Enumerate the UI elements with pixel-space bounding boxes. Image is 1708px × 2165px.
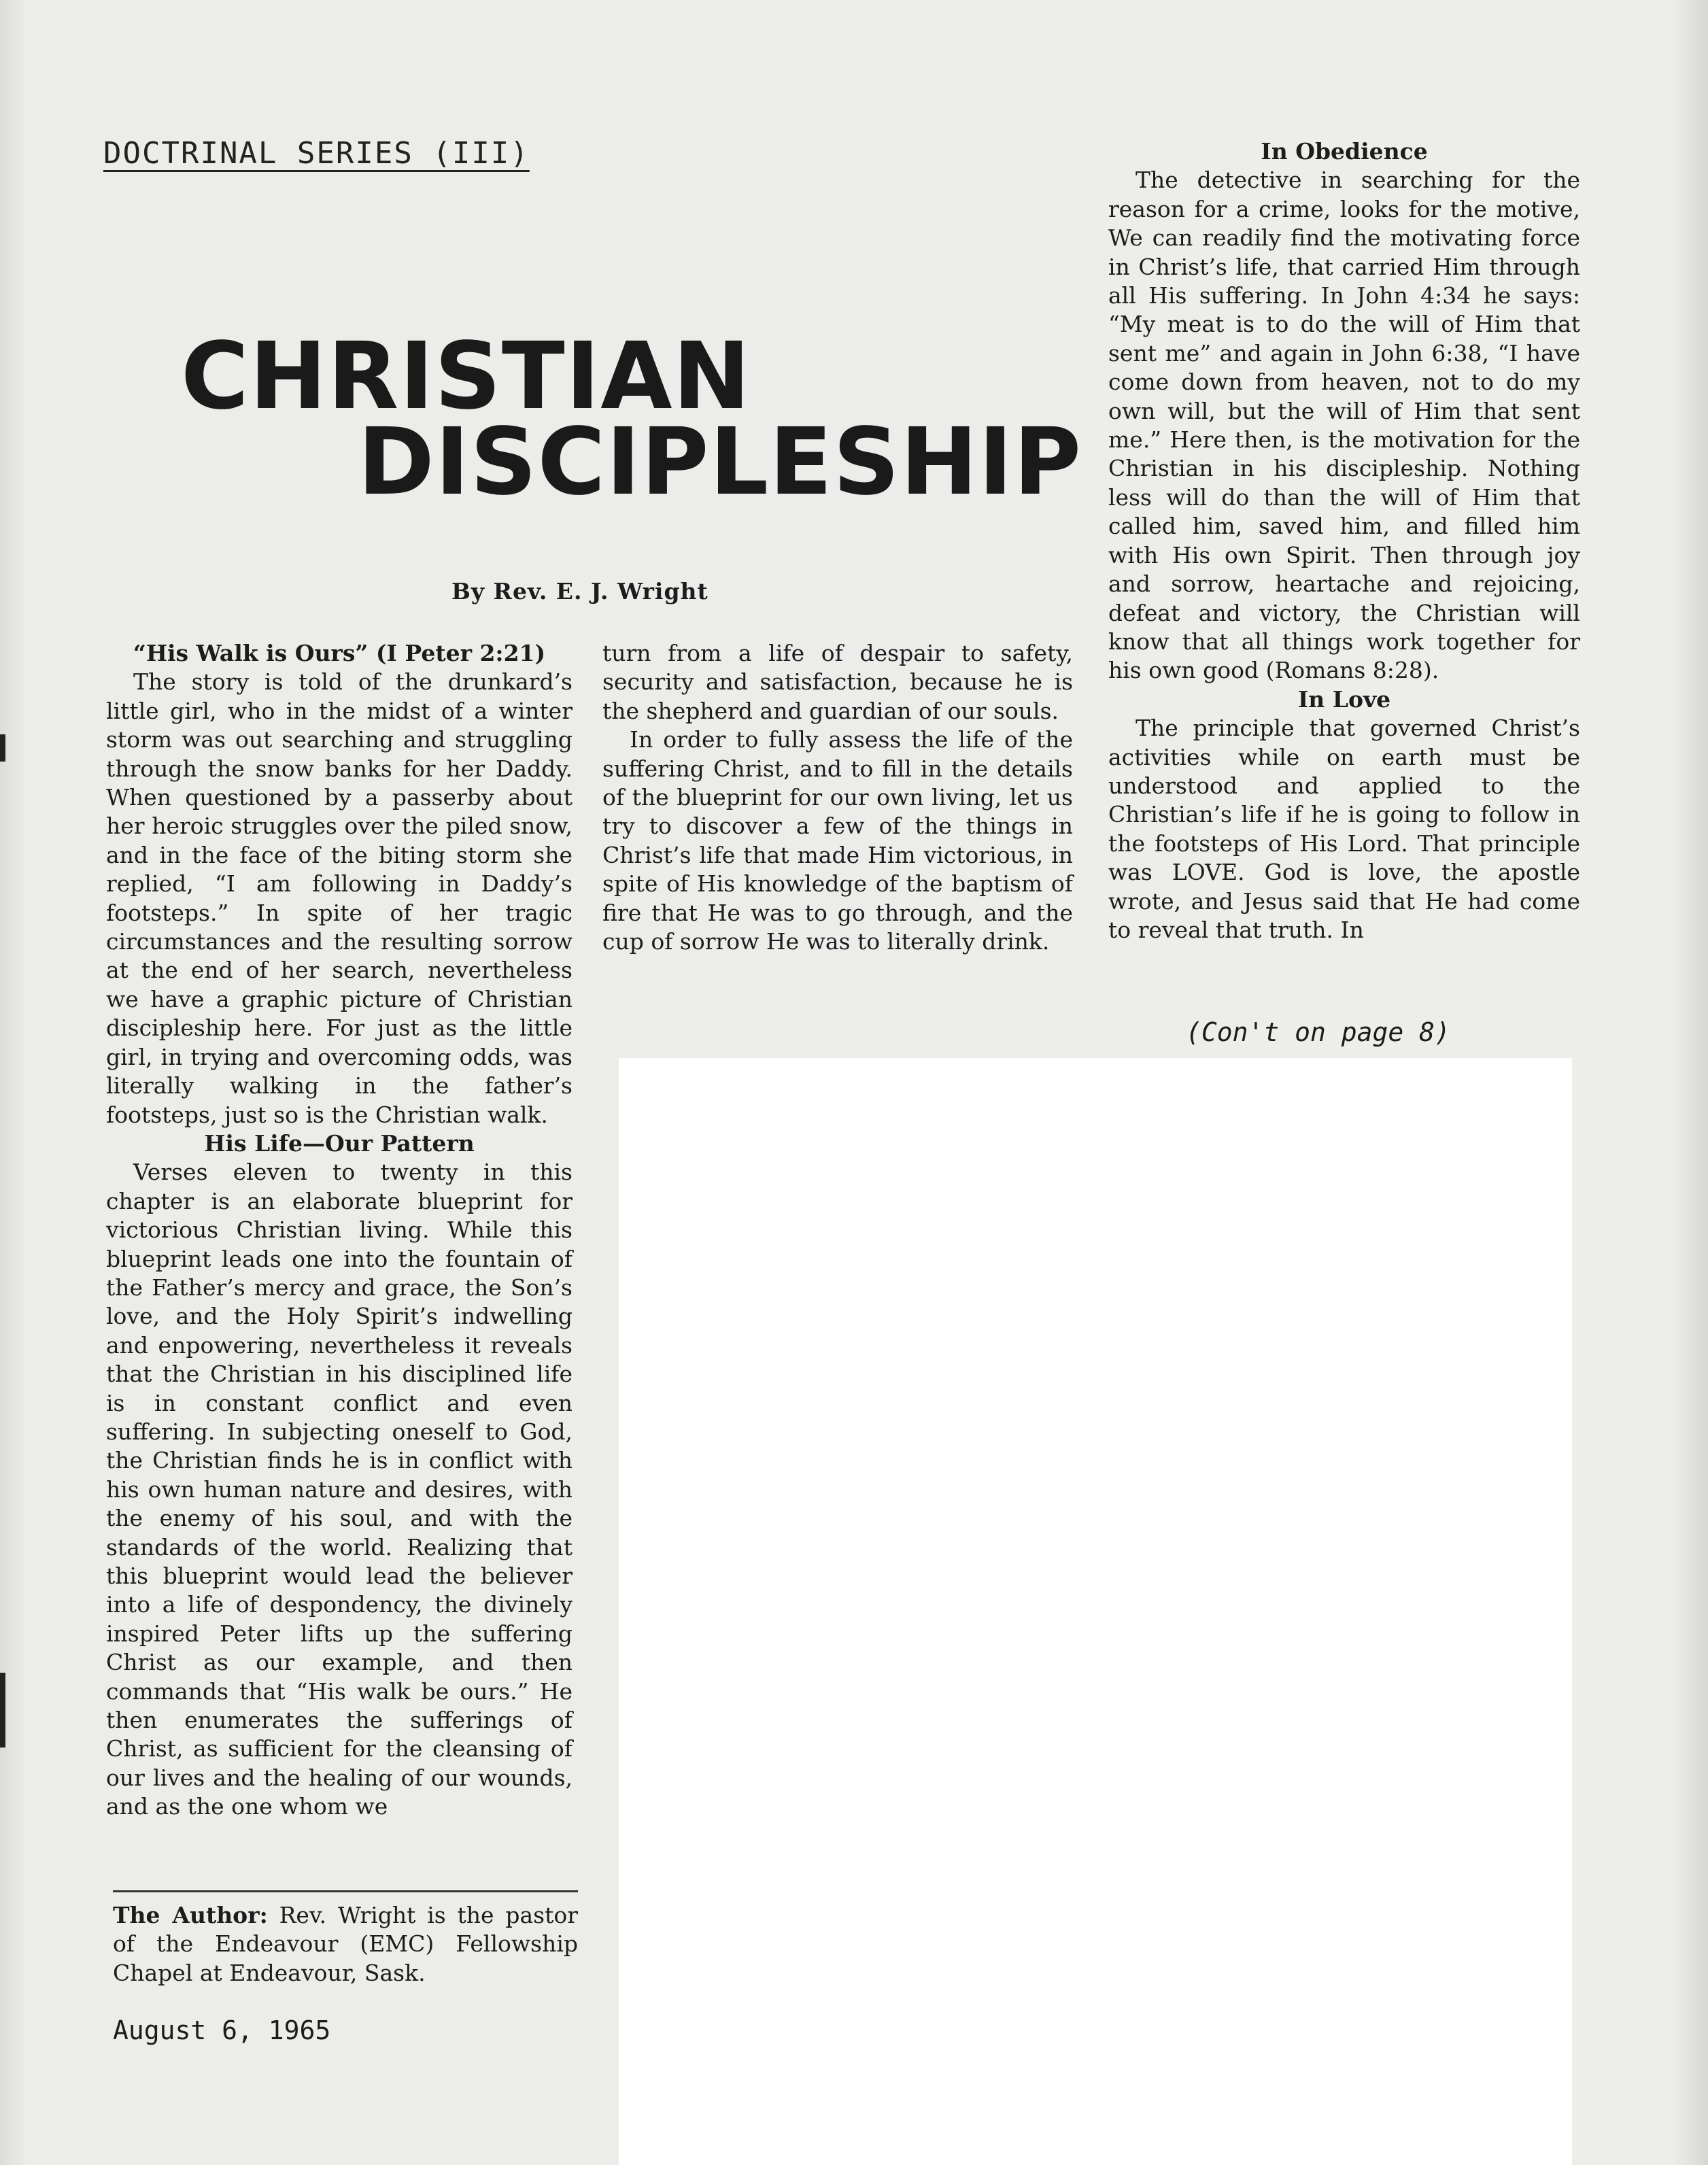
- article-column-3: [1108, 137, 1580, 944]
- paragraph: The detective in searching for the reason for a crime, looks for the motive, We can readily find the motivating force in Christ’s life, that carried Him through all His suffering. In John 4:34 he says: “My meat is to do the will of Him that sent me” and again in John 6:38, “I have come down from heaven, not to do my own will, but the will of Him that sent me.” Here then, is the motivation for the Christian in his discipleship. Nothing less will do than the will of Him that called him, saved him, and filled him with His own Spirit. Then through joy and sorrow, heartache and rejoicing, defeat and victory, the Christian will know that all things work together for his own good (Romans 8:28).: [1108, 167, 1580, 684]
- author-note: [113, 1901, 578, 1988]
- section-heading: In Love: [1297, 685, 1391, 713]
- issue-date: August 6, 1965: [113, 2015, 331, 2045]
- byline: By Rev. E. J. Wright: [451, 578, 708, 604]
- article-title-line-2: DISCIPLESHIP: [358, 409, 1082, 516]
- paragraph: The principle that governed Christ’s activities while on earth must be understood and applied to the Christian’s life if he is going to follow in the footsteps of His Lord. That principle was LOVE. God is love, the apostle wrote, and Jesus said that He had come to reveal that truth. In: [1108, 715, 1580, 943]
- author-text: Rev. Wright is the pastor of the Endeavour (EMC) Fellowship Chapel at Endeavour, Sask.: [113, 1902, 578, 1986]
- section-heading: In Obedience: [1261, 138, 1428, 165]
- article-column-1: [106, 639, 573, 1822]
- continued-note: (Con't on page 8): [1186, 1017, 1450, 1047]
- series-label: DOCTRINAL SERIES (III): [103, 136, 530, 171]
- paragraph: turn from a life of despair to safety, security and satisfaction, because he is the shepherd and guardian of our souls.: [602, 640, 1073, 724]
- section-heading: “His Walk is Ours” (I Peter 2:21): [133, 640, 546, 666]
- divider: [113, 1890, 578, 1892]
- article-title-line-1: CHRISTIAN: [181, 323, 751, 430]
- paragraph: Verses eleven to twenty in this chapter is an elaborate blueprint for victorious Christian living. While this blueprint leads one into the fountain of the Father’s mercy and grace, the Son’s love, and the Holy Spirit’s indwelling and enpowering, nevertheless it reveals that the Christian in his disciplined life is in constant conflict and even suffering. In subjecting oneself to God, the Christian finds he is in conflict with his own human nature and desires, with the enemy of his soul, and with the standards of the world. Realizing that this blueprint would lead the believer into a life of despondency, the divinely inspired Peter lifts up the suffering Christ as our example, and then commands that “His walk be ours.” He then enumerates the sufferings of Christ, as sufficient for the cleansing of our lives and the healing of our wounds, and as the one whom we: [106, 1159, 573, 1820]
- author-label: The Author:: [113, 1902, 268, 1928]
- binding-mark: [0, 734, 5, 762]
- paragraph: The story is told of the drunkard’s little girl, who in the midst of a winter storm was out searching and struggling through the snow banks for her Daddy. When questioned by a passerby about her heroic struggles over the piled snow, and in the face of the biting storm she replied, “I am following in Daddy’s footsteps.” In spite of her tragic circumstances and the resulting sorrow at the end of her search, nevertheless we have a graphic picture of Christian discipleship here. For just as the little girl, in trying and overcoming odds, was literally walking in the father’s footsteps, just so is the Christian walk.: [106, 668, 573, 1128]
- binding-mark: [0, 1673, 5, 1748]
- article-column-2: [602, 639, 1073, 956]
- paragraph: In order to fully assess the life of the suffering Christ, and to fill in the details of the blueprint for our own living, let us try to discover a few of the things in Christ’s life that made Him victorious, in spite of His knowledge of the baptism of fire that He was to go through, and the cup of sorrow He was to literally drink.: [602, 726, 1073, 955]
- section-heading: His Life—Our Pattern: [204, 1129, 475, 1157]
- blank-area: [619, 1058, 1572, 2165]
